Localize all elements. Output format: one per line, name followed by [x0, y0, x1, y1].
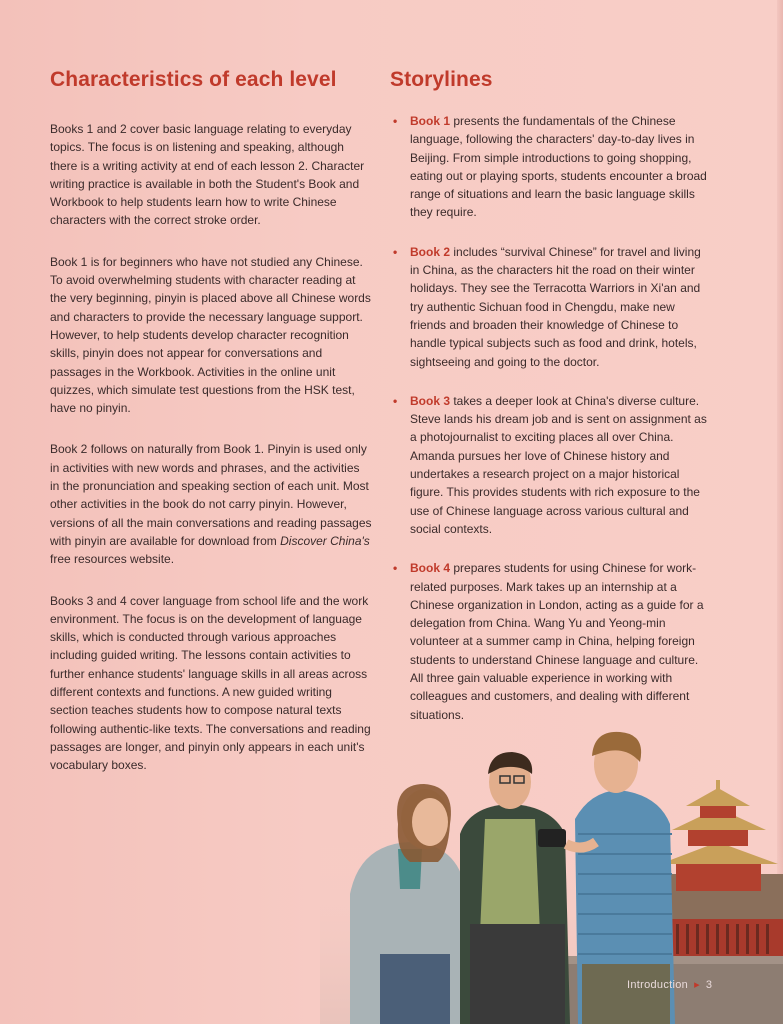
storyline-item-book-4 [390, 559, 712, 724]
storyline-text: takes a deeper look at China's diverse culture. Steve lands his dream job and is sent on assignment as a photojournalist to exciting places all over China. Amanda pursues her love of Chinese history and undertakes a research project on a major historical figure. This provides students with rich exposure to the use of Chinese language across various cultural and social contexts. [410, 393, 707, 536]
page-number: 3 [705, 979, 713, 991]
book-label: Book 2 [410, 244, 451, 259]
paragraph-books-1-2: Books 1 and 2 cover basic language relating to everyday topics. The focus is on listening and speaking, although there is a writing activity at end of each lesson 2. Character writing practice is available in both the Student's Book and Workbook to help students learn how to write Chinese characters with the correct stroke order. [50, 122, 365, 228]
storyline-text: prepares students for using Chinese for work-related purposes. Mark takes up an internship at a Chinese organization in London, acting as a guide for a delegation from China. Wang Yu and Yeong-min volunteer at a summer camp in China, helping foreign students to understand Chinese language and culture. All three gain valuable experience in working with colleagues and customers, and dealing with different situations. [410, 561, 704, 722]
page-footer [627, 978, 712, 991]
student-man-glasses [460, 752, 570, 1024]
book-label: Book 3 [410, 393, 451, 408]
bullet-icon: • [393, 114, 398, 128]
storylines-column [390, 68, 712, 745]
storylines-title: Storylines [390, 68, 493, 91]
characteristics-column [50, 68, 372, 798]
footer-arrow-icon: ▸ [694, 979, 700, 991]
storyline-text: presents the fundamentals of the Chinese language, following the characters' day-to-day lives in Beijing. From simple introductions to going shopping, eating out or playing sports, students encounter a broad range of situations and learn the basic language skills they require. [410, 114, 707, 220]
paragraph-books-3-4: Books 3 and 4 cover language from school life and the work environment. The focus is on the development of language skills, which is conducted through various approaches including guided writing. The lessons contain activities to further enhance students' language skills in all areas across different contexts and functions. A new guided writing section teaches students how to compose natural texts following authentic-like texts. The conversations and reading passages are longer, and pinyin only appears in each unit's vocabulary boxes. [50, 593, 371, 773]
bullet-icon: • [393, 561, 398, 576]
paragraph-book-2 [50, 440, 372, 568]
bullet-icon: • [393, 393, 398, 408]
storyline-text: includes “survival Chinese” for travel and living in China, as the characters hit the road on their winter holidays. They see the Terracotta Warriors in Xi'an and try authentic Sichuan food in Chengdu, make new friends and broaden their knowledge of Chinese to handle typical subjects such as food and drink, hotels, sightseeing and going to the doctor. [410, 244, 701, 369]
characteristics-title: Characteristics of each level [50, 68, 337, 91]
paragraph-book-1: Book 1 is for beginners who have not studied any Chinese. To avoid overwhelming students with character reading at the very beginning, pinyin is placed above all Chinese words and characters to provide the necessary language support. However, to help students develop character recognition skills, pinyin does not appear for conversations and passages in the Workbook. Activities in the online unit quizzes, which simulate test questions from the HSK test, have no pinyin. [50, 254, 371, 416]
footer-section-label: Introduction [627, 979, 689, 991]
storyline-item-book-3 [390, 392, 712, 538]
bullet-icon: • [393, 244, 398, 259]
storylines-list [390, 112, 712, 724]
book-label: Book 1 [410, 114, 451, 128]
paragraph-book-2-end: free resources website. [50, 552, 175, 567]
paragraph-book-2-text: Book 2 follows on naturally from Book 1. Pinyin is used only in activities with new words and phrases, and the activities in the pronunciation and speaking section of each unit. Most other activities in the book do not carry pinyin. However, versions of all the main conversations and reading passages with pinyin are available for download from [50, 442, 372, 548]
students-photo [320, 724, 783, 1024]
discover-china-title: Discover China's [280, 533, 370, 548]
storyline-item-book-1 [390, 112, 712, 222]
book-label: Book 4 [410, 561, 451, 576]
student-woman [350, 784, 470, 1024]
storyline-item-book-2 [390, 243, 712, 371]
